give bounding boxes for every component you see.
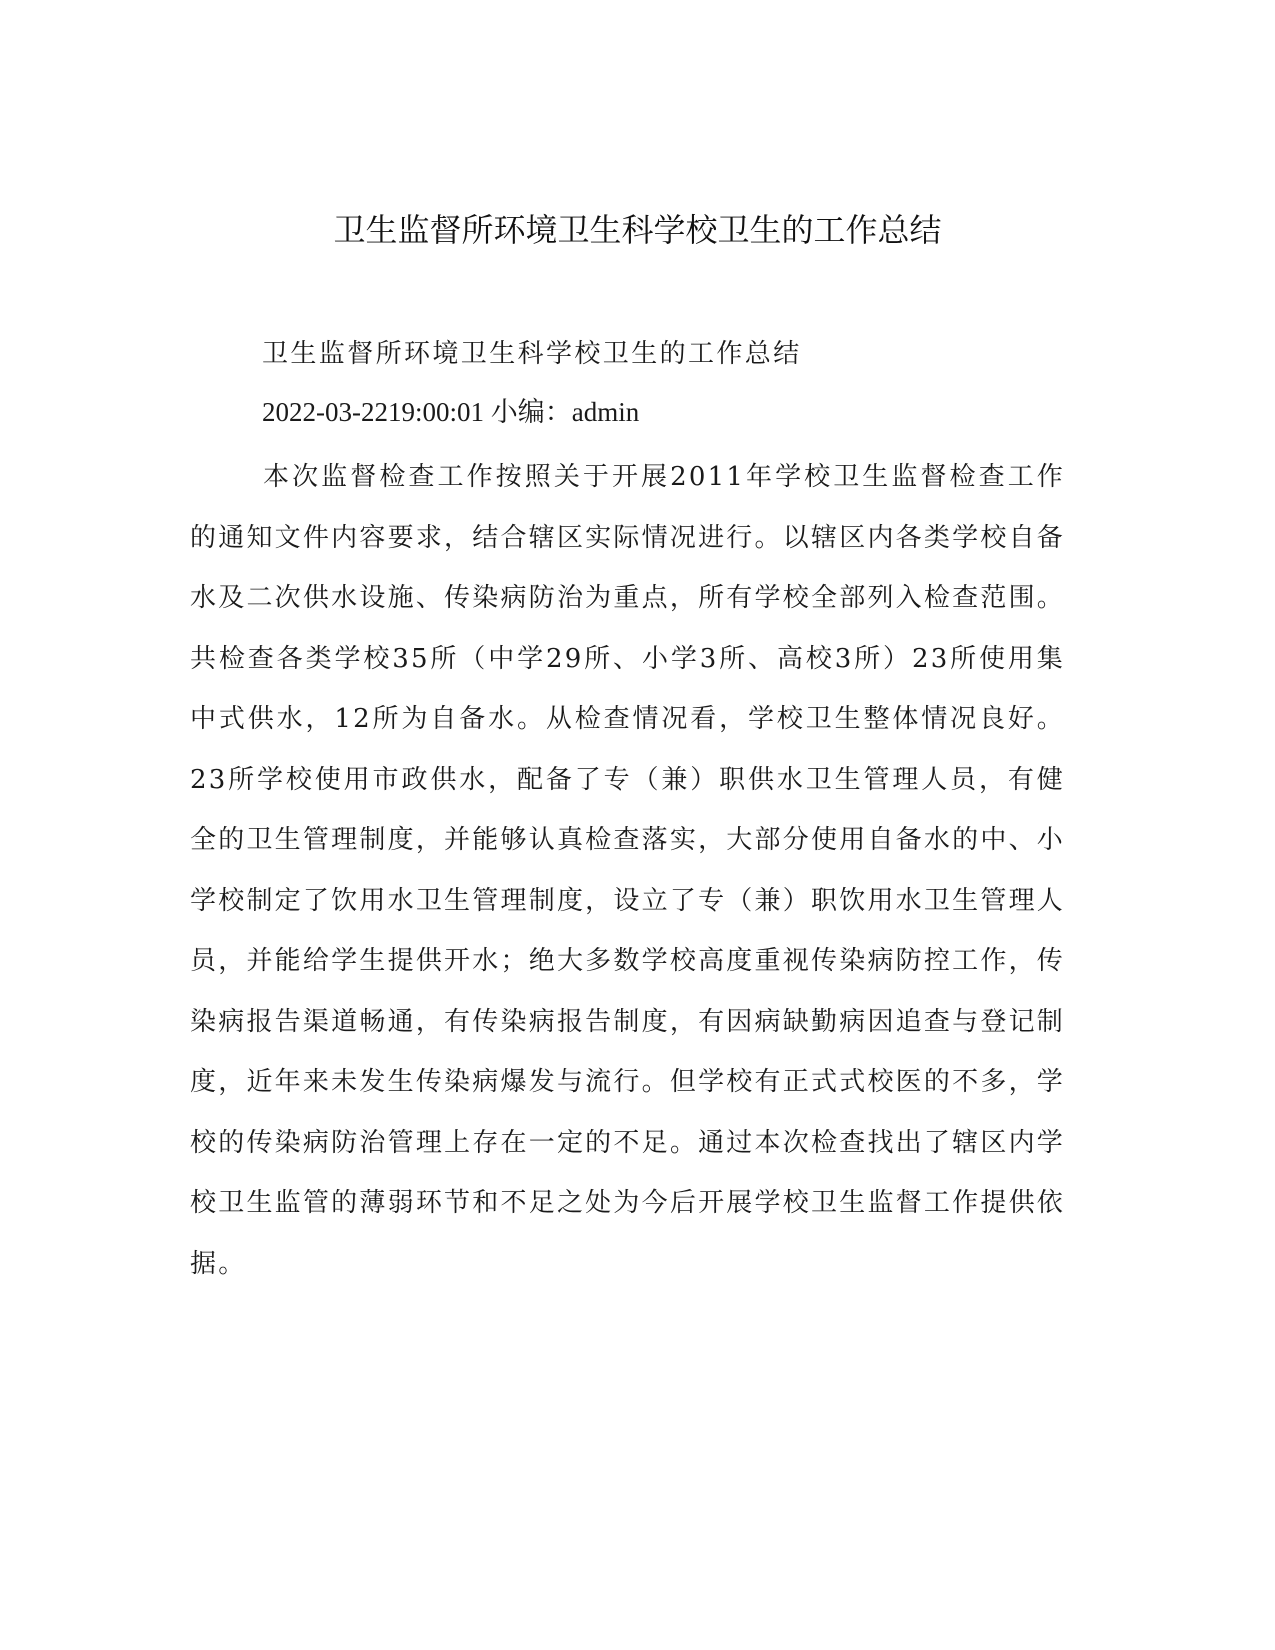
document-title: 卫生监督所环境卫生科学校卫生的工作总结	[333, 211, 942, 249]
body-paragraph: 本次监督检查工作按照关于开展2011年学校卫生监督检查工作的通知文件内容要求，结合辖区实际情况进行。以辖区内各类学校自备水及二次供水设施、传染病防治为重点，所有学校全部列入检查范围。共检查各类学校35所（中学29所、小学3所、高校3所）23所使用集中式供水，12所为自备水。从检查情况看，学校卫生整体情况良好。23所学校使用市政供水，配备了专（兼）职供水卫生管理人员，有健全的卫生管理制度，并能够认真检查落实，大部分使用自备水的中、小学校制定了饮用水卫生管理制度，设立了专（兼）职饮用水卫生管理人员，并能给学生提供开水；绝大多数学校高度重视传染病防控工作，传染病报告渠道畅通，有传染病报告制度，有因病缺勤病因追查与登记制度，近年来未发生传染病爆发与流行。但学校有正式式校医的不多，学校的传染病防治管理上存在一定的不足。通过本次检查找出了辖区内学校卫生监管的薄弱环节和不足之处为今后开展学校卫生监督工作提供依据。	[190, 462, 1065, 1279]
document-meta: 2022-03-2219:00:01 小编：admin	[262, 397, 640, 427]
document-subtitle: 卫生监督所环境卫生科学校卫生的工作总结	[262, 339, 802, 369]
